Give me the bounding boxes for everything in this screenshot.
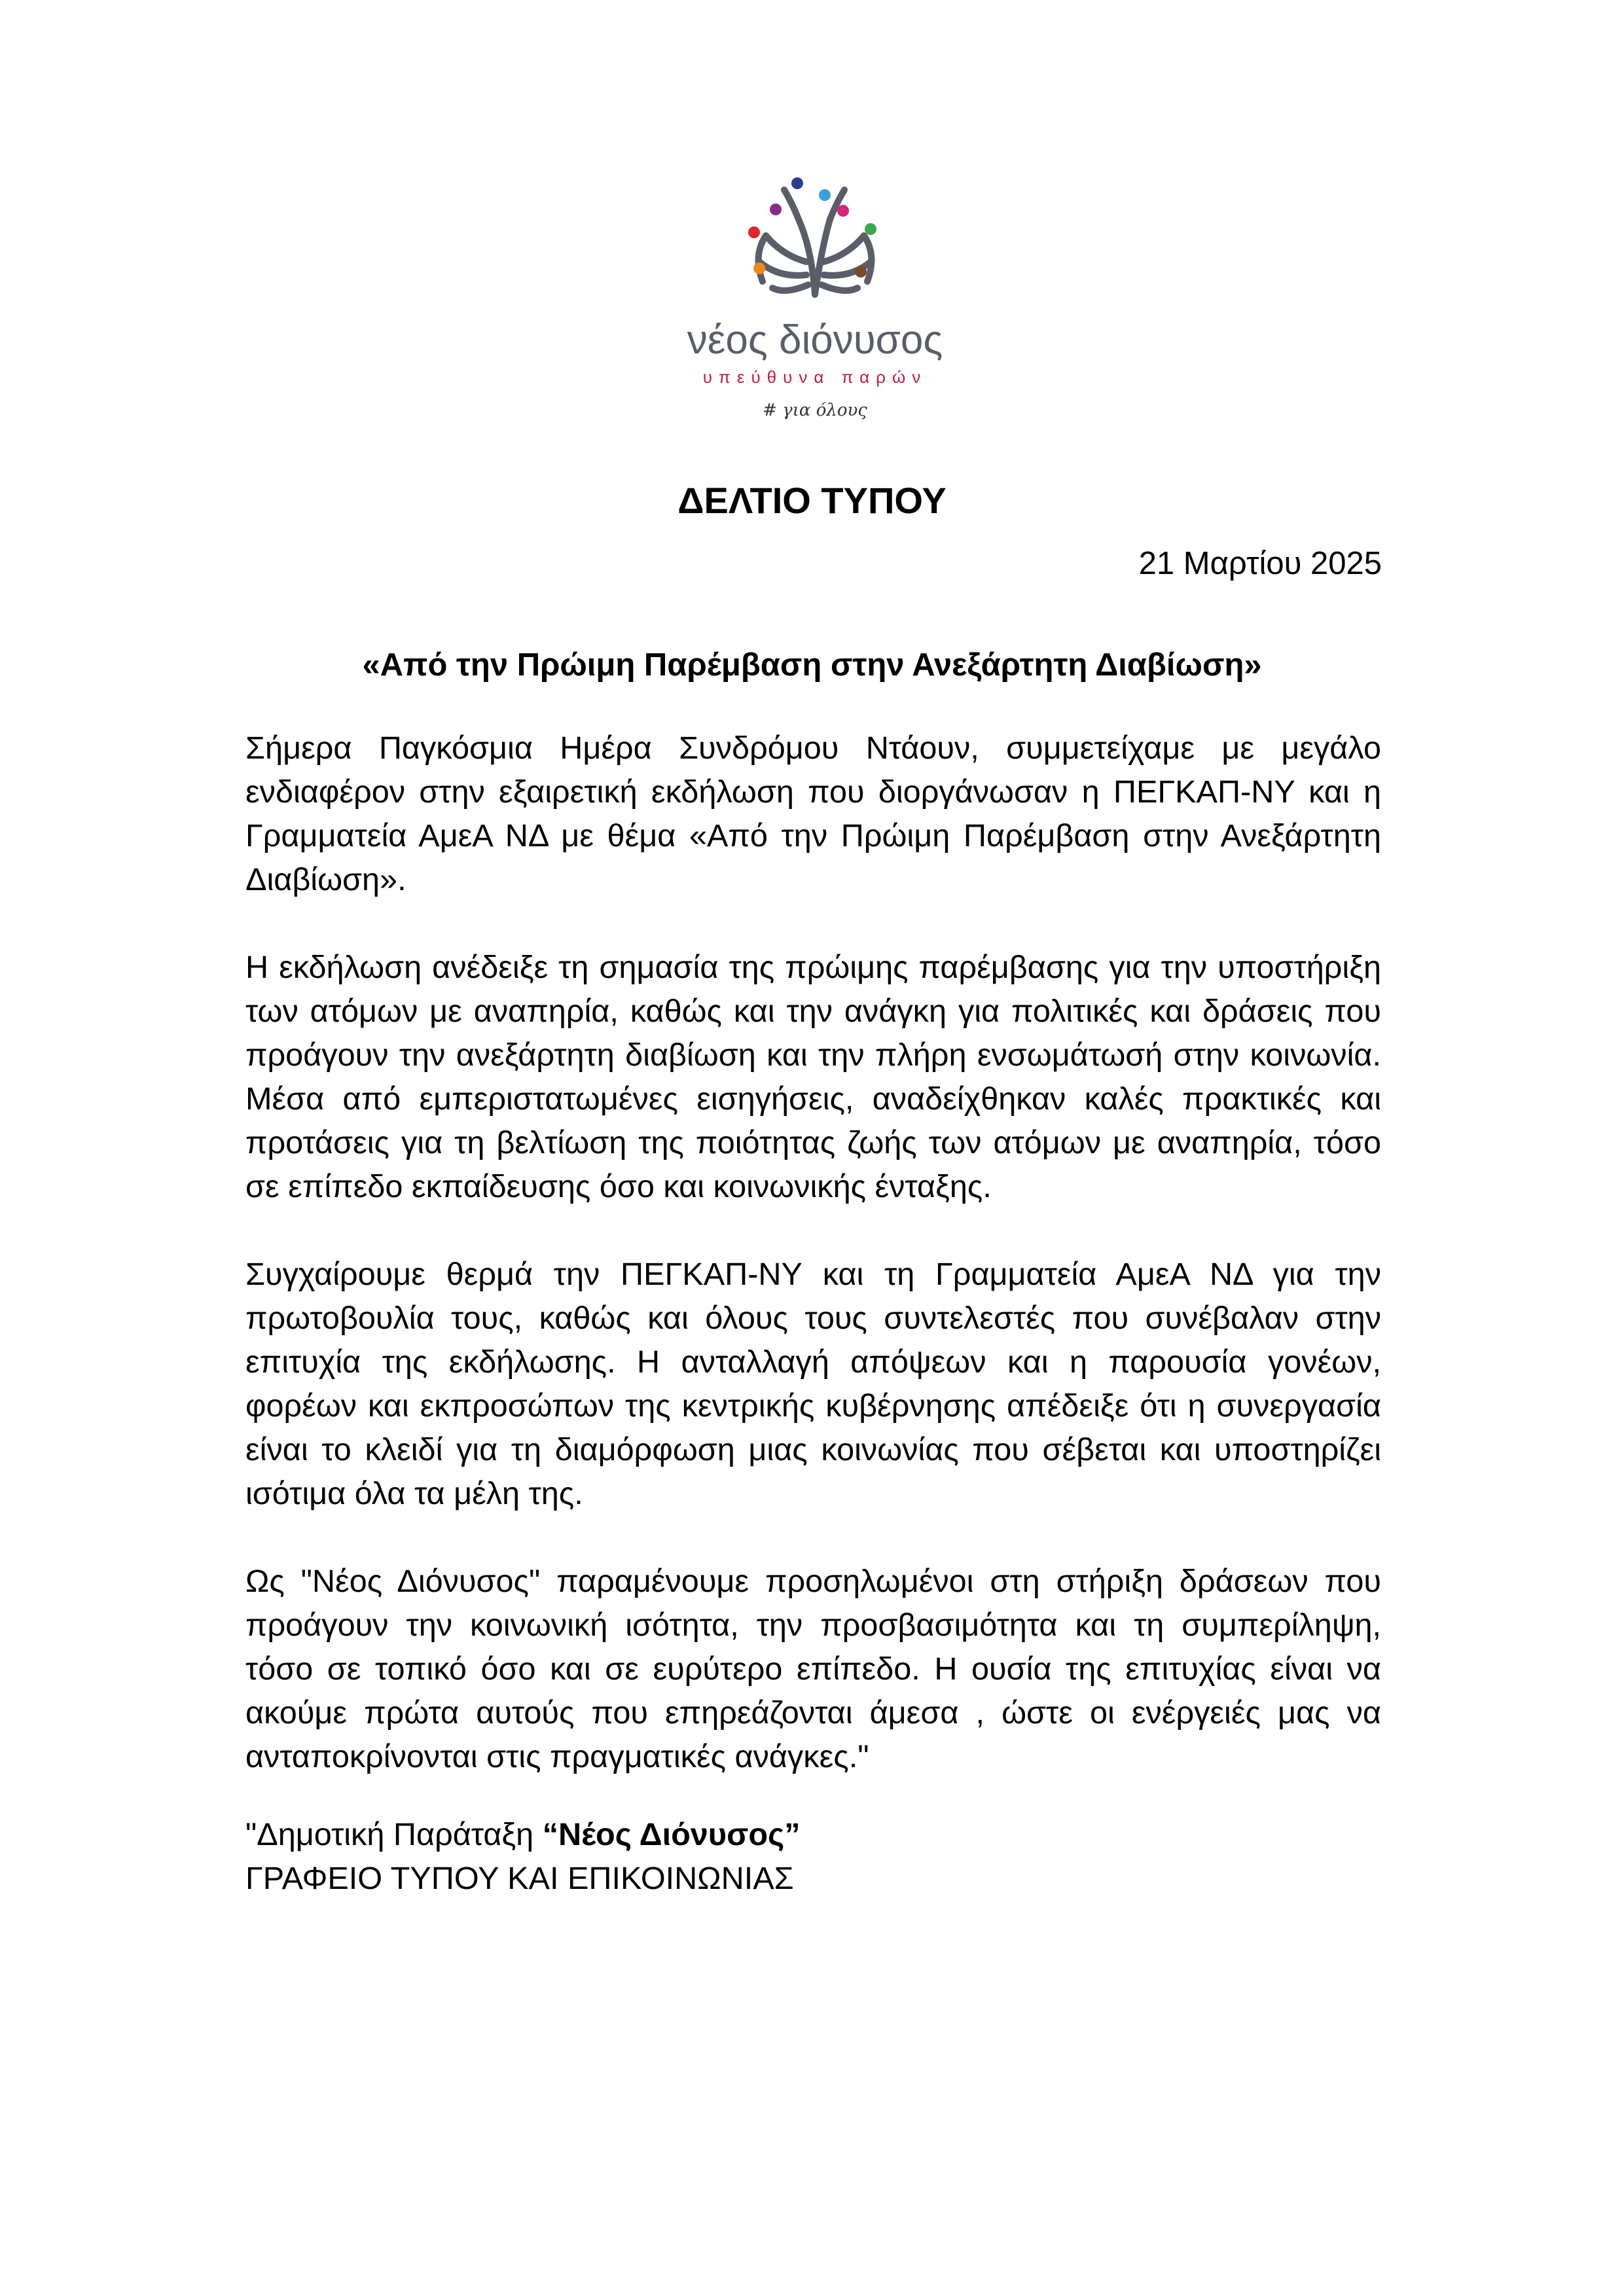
signature-prefix: "Δημοτική Παράταξη: [245, 1817, 543, 1852]
body-paragraph: Σήμερα Παγκόσμια Ημέρα Συνδρόμου Ντάουν, συμμετείχαμε με μεγάλο ενδιαφέρον στην εξαιρετική εκδήλωση που διοργάνωσαν η ΠΕΓΚΑΠ-ΝΥ και η Γραμματεία ΑμεΑ ΝΔ με θέμα «Από την Πρώιμη Παρέμβαση στην Ανεξάρτητη Διαβίωση».: [245, 730, 1381, 897]
body-paragraph: Η εκδήλωση ανέδειξε τη σημασία της πρώιμης παρέμβασης για την υποστήριξη των ατόμων με αναπηρία, καθώς και την ανάγκη για πολιτικές και δράσεις που προάγουν την ανεξάρτητη διαβίωση και την πλήρη ενσωμάτωσή στην κοινωνία. Μέσα από εμπεριστατωμένες εισηγήσεις, αναδείχθηκαν καλές πρακτικές και προτάσεις για τη βελτίωση της ποιότητας ζωής των ατόμων με αναπηρία, τόσο σε επίπεδο εκπαίδευσης όσο και κοινωνικής ένταξης.: [245, 950, 1381, 1204]
page-title: ΔΕΛΤΙΟ ΤΥΠΟΥ: [677, 480, 947, 521]
tree-logo-icon: [668, 164, 962, 465]
logo-wordmark: νέος διόνυσος: [687, 317, 943, 363]
body-paragraph: Ως "Νέος Διόνυσος" παραμένουμε προσηλωμένοι στη στήριξη δράσεων που προάγουν την κοινωνική ισότητα, την προσβασιμότητα και τη συμπερίληψη, τόσο σε τοπικό όσο και σε ευρύτερο επίπεδο. Η ουσία της επιτυχίας είναι να ακούμε πρώτα αυτούς που επηρεάζονται άμεσα , ώστε οι ενέργειές μας να ανταποκρίνονται στις πραγματικές ανάγκες.": [245, 1564, 1381, 1774]
release-subtitle: «Από την Πρώιμη Παρέμβαση στην Ανεξάρτητη Διαβίωση»: [362, 647, 1262, 683]
logo-hashtag: # για όλους: [763, 401, 867, 420]
body-paragraph: Συγχαίρουμε θερμά την ΠΕΓΚΑΠ-ΝΥ και τη Γραμματεία ΑμεΑ ΝΔ για την πρωτοβουλία τους, καθώς και όλους τους συντελεστές που συνέβαλαν στην επιτυχία της εκδήλωσης. Η ανταλλαγή απόψεων και η παρουσία γονέων, φορέων και εκπροσώπων της κεντρικής κυβέρνησης απέδειξε ότι η συνεργασία είναι το κλειδί για τη διαμόρφωση μιας κοινωνίας που σέβεται και υποστηρίζει ισότιμα όλα τα μέλη της.: [245, 1257, 1381, 1511]
signature-party-name: “Νέος Διόνυσος”: [542, 1817, 801, 1852]
signature-office: ΓΡΑΦΕΙΟ ΤΥΠΟΥ ΚΑΙ ΕΠΙΚΟΙΝΩΝΙΑΣ: [245, 1861, 794, 1896]
logo-tagline: υπεύθυνα παρών: [702, 367, 928, 387]
release-date: 21 Μαρτίου 2025: [1138, 546, 1382, 581]
signature-line: [245, 1813, 801, 1857]
neos-dionysos-logo: [668, 164, 962, 465]
signature-block: [245, 1813, 801, 1901]
release-body: [245, 726, 1381, 1823]
